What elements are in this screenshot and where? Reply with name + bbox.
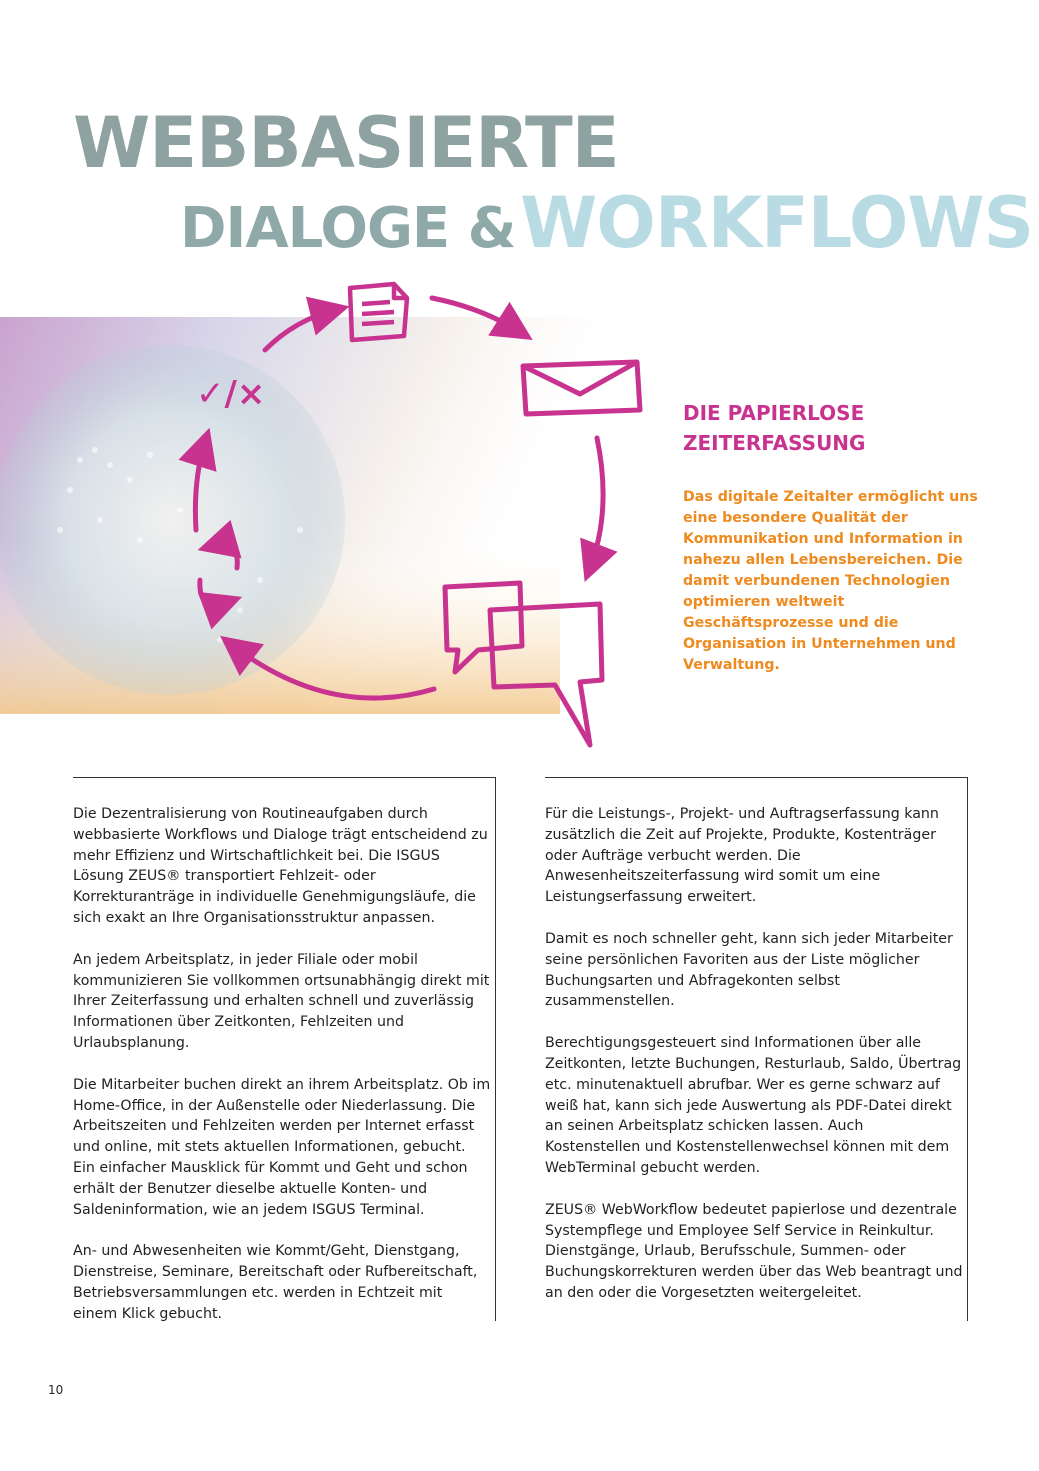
- page-subtitle: [180, 182, 1034, 264]
- paragraph: An jedem Arbeitsplatz, in jeder Filiale oder mobil kommunizieren Sie vollkommen ortsunabhängig direkt mit Ihrer Zeiterfassung und erhalten schnell und zuverlässig Informationen über Zeitkonten, Fehlzeiten und Urlaubsplanung.: [73, 951, 490, 1051]
- paragraph: Für die Leistungs-, Projekt- und Auftragserfassung kann zusätzlich die Zeit auf Projekte, Produkte, Kostenträger oder Aufträge verbucht werden. Die Anwesenheitszeiterfassung wird somit um eine Leistungserfassung erweitert.: [545, 806, 939, 906]
- globe-image: [0, 345, 345, 695]
- sidebar-heading-line1: DIE PAPIERLOSE: [683, 401, 865, 425]
- paragraph: Die Dezentralisierung von Routineaufgaben durch webbasierte Workflows und Dialoge trägt entscheidend zu mehr Effizienz und Wirtschaftlichkeit bei. Die ISGUS Lösung ZEUS® transportiert Fehlzeit- oder Korrekturanträge in individuelle Genehmigungsläufe, die sich exakt an Ihre Organisationsstruktur anpassen.: [73, 806, 488, 926]
- paragraph: An- und Abwesenheiten wie Kommt/Geht, Dienstgang, Dienstreise, Seminare, Bereitschaft oder Rufbereitschaft, Betriebsversammlungen etc. werden in Echtzeit mit einem Klick gebucht.: [73, 1243, 478, 1322]
- page-title: WEBBASIERTE: [73, 102, 619, 184]
- hero-illustration: [0, 280, 660, 760]
- paragraph: Berechtigungsgesteuert sind Informationen über alle Zeitkonten, letzte Buchungen, Resturlaub, Saldo, Übertrag etc. minutenaktuell abrufbar. Wer es gerne schwarz auf weiß hat, kann sich jede Auswertung als PDF-Datei direkt an seinen Arbeitsplatz schicken lassen. Auch Kostenstellen und Kostenstellenwechsel können mit dem WebTerminal gebucht werden.: [545, 1035, 962, 1176]
- subtitle-part-dialoge: DIALOGE &: [180, 196, 516, 261]
- text-column-left: [73, 777, 496, 1321]
- sidebar-intro-text: Das digitale Zeitalter ermöglicht uns eine besondere Qualität der Kommunikation und Information in nahezu allen Lebensbereichen. Die damit verbundenen Technologien optimieren weltweit Geschäftsprozesse und die Organisation in Unternehmen und Verwaltung.: [683, 489, 978, 673]
- check-cross-icon: ✓/×: [196, 374, 266, 414]
- sidebar-heading-line2: ZEITERFASSUNG: [683, 431, 866, 455]
- paragraph: Die Mitarbeiter buchen direkt an ihrem Arbeitsplatz. Ob im Home-Office, in der Außenstelle oder Niederlassung. Die Arbeitszeiten und Fehlzeiten werden per Internet erfasst und online, mit stets aktuellen Informationen, gebucht. Ein einfacher Mausklick für Kommt und Geht und schon erhält der Benutzer dieselbe aktuelle Konten- und Saldeninformation, wie an jedem ISGUS Terminal.: [73, 1076, 491, 1218]
- page-number: 10: [48, 1383, 64, 1397]
- sidebar-heading: [683, 398, 983, 458]
- text-column-right: [545, 777, 968, 1321]
- subtitle-part-workflows: WORKFLOWS: [520, 182, 1034, 264]
- paragraph: ZEUS® WebWorkflow bedeutet papierlose und dezentrale Systempflege und Employee Self Service in Reinkultur. Dienstgänge, Urlaub, Berufsschule, Summen- oder Buchungskorrekturen werden über das Web beantragt und an den oder die Vorgesetzten weitergeleitet.: [545, 1201, 963, 1301]
- paragraph: Damit es noch schneller geht, kann sich jeder Mitarbeiter seine persönlichen Favoriten aus der Liste möglicher Buchungsarten und Abfragekonten selbst zusammenstellen.: [545, 930, 953, 1010]
- workflow-cycle-graphic: [0, 280, 660, 760]
